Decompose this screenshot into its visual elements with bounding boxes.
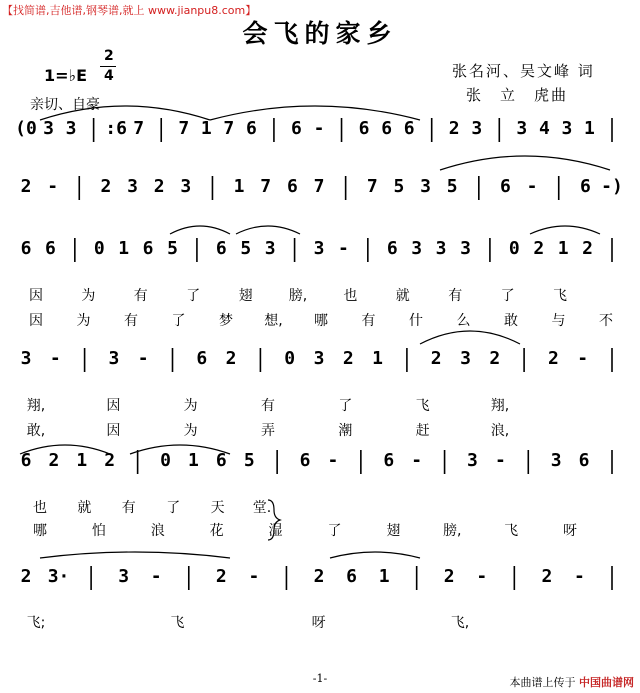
note: 6 (44, 238, 56, 259)
note: 3 (420, 176, 431, 197)
note: 6 (20, 450, 32, 471)
note: 3 (127, 176, 138, 197)
note: 5 (393, 176, 405, 197)
slur (40, 552, 230, 558)
note: 6 (291, 118, 302, 139)
note: 1 (76, 450, 88, 471)
note: 3 (460, 348, 471, 369)
note: 6 (299, 450, 311, 471)
slur (130, 445, 230, 454)
note: 2 (48, 450, 60, 471)
lyric-char: 因 (106, 398, 121, 414)
time-signature-top: 2 (104, 48, 114, 64)
note: 6 (358, 118, 370, 139)
note: 5 (167, 238, 178, 259)
lyric-char: 了 (327, 523, 342, 539)
note: - (337, 238, 349, 259)
note: 3· (47, 566, 70, 587)
lyric-char: 了 (186, 288, 201, 304)
note: 3 (43, 118, 54, 139)
lyric-brace (268, 500, 280, 540)
note: 3 (313, 348, 325, 369)
note: 6 (346, 566, 357, 587)
lyric-char: 因 (106, 423, 121, 439)
note: - (313, 118, 325, 139)
note: -) (601, 176, 623, 197)
note: 6 (578, 450, 590, 471)
note: 5 (243, 450, 255, 471)
note: 2 (313, 566, 325, 587)
lyric-char: 也 (343, 288, 358, 304)
lyric-char: 花 (209, 523, 224, 539)
note: 6 (386, 238, 398, 259)
lyric-char: 翔, (490, 398, 510, 414)
note: - (49, 348, 61, 369)
note: - (150, 566, 162, 587)
lyric-char: 有 (448, 288, 463, 304)
note: - (494, 450, 506, 471)
slur (236, 226, 300, 234)
lyric-char: 就 (77, 500, 92, 516)
slur (170, 226, 230, 234)
key-signature: 1=♭E (44, 66, 88, 85)
note: 1 (378, 566, 390, 587)
note: 3 (313, 238, 325, 259)
note: 2 (547, 348, 559, 369)
site-logo[interactable]: 中国曲谱网 (579, 676, 634, 689)
note: 2 (104, 450, 116, 471)
note: :6 (105, 118, 127, 139)
note: 2 (430, 348, 442, 369)
note: 6 (215, 238, 227, 259)
lyric-char: 呀 (563, 523, 577, 539)
lyric-char: 了 (500, 288, 515, 304)
lyric-char: 呀 (311, 615, 326, 631)
lyric-char: 飞; (26, 615, 46, 631)
page-number: -1- (312, 672, 328, 685)
note: - (476, 566, 488, 587)
lyric-char: 了 (338, 398, 353, 414)
lyric-char: 有 (133, 288, 148, 304)
tempo-marking: 亲切、自豪 (30, 97, 100, 113)
lyric-char: 有 (124, 313, 138, 329)
slur (20, 445, 110, 454)
lyric-char: 浪, (490, 423, 510, 439)
note: 6 (286, 176, 298, 197)
footer-source[interactable] (510, 674, 635, 690)
note: 3 (65, 118, 77, 139)
note: - (526, 176, 538, 197)
lyric-char: 有 (261, 398, 275, 414)
note: 2 (100, 176, 112, 197)
note: 1 (233, 176, 245, 197)
note: - (327, 450, 339, 471)
note: 2 (541, 566, 553, 587)
note: 3 (460, 238, 471, 259)
lyric-char: 弄 (261, 423, 275, 439)
note: 2 (489, 348, 501, 369)
lyric-char: 不 (599, 313, 613, 329)
lyric-char: 就 (395, 288, 410, 304)
note: 1 (188, 450, 199, 471)
slur (330, 552, 420, 558)
note: 5 (446, 176, 458, 197)
note: 6 (403, 118, 415, 139)
lyric-char: 翅 (238, 288, 253, 304)
lyric-char: 什 (409, 313, 423, 329)
note: 2 (215, 566, 227, 587)
lyric-char: 有 (361, 313, 376, 329)
note: 3 (516, 118, 528, 139)
note: 2 (153, 176, 165, 197)
note: 2 (342, 348, 354, 369)
note: 0 (284, 348, 296, 369)
note: 7 (313, 176, 325, 197)
note: 4 (538, 118, 550, 139)
lyric-char: 膀, (442, 523, 462, 539)
lyric-char: 湿 (268, 523, 283, 539)
lyric-char: 梦 (219, 313, 233, 329)
note: 3 (180, 176, 192, 197)
lyric-char: 敢, (26, 423, 46, 439)
note: 0 (160, 450, 171, 471)
note: 2 (448, 118, 460, 139)
time-signature-bottom: 4 (104, 68, 114, 84)
note: 3 (20, 348, 32, 369)
composer-credit: 张 立 虎曲 (466, 86, 569, 104)
slur (420, 331, 520, 344)
note: 7 (178, 118, 190, 139)
lyric-char: 与 (551, 313, 566, 329)
slur (40, 106, 210, 120)
note: 6 (245, 118, 257, 139)
note: 2 (533, 238, 545, 259)
lyric-char: 飞 (504, 523, 519, 539)
lyric-char: 了 (166, 500, 181, 516)
lyric-char: 飞, (450, 615, 470, 631)
note: - (574, 566, 585, 587)
note: 3 (264, 238, 276, 259)
note: 3 (118, 566, 130, 587)
note: 3 (561, 118, 573, 139)
lyric-char: 天 (210, 500, 225, 516)
lyric-char: 敢 (504, 313, 518, 329)
lyric-char: 怕 (91, 523, 106, 539)
note: 1 (557, 238, 569, 259)
note: 2 (20, 176, 32, 197)
note: 3 (550, 450, 562, 471)
note: 3 (471, 118, 483, 139)
note: 6 (196, 348, 208, 369)
lyric-char: 哪 (33, 523, 47, 539)
note: 6 (500, 176, 511, 197)
slur (440, 156, 610, 170)
lyric-char: 因 (29, 288, 43, 304)
lyric-char: 浪 (150, 523, 165, 539)
lyric-char: 想, (264, 313, 283, 329)
lyricist-credit: 张名河、吴文峰 词 (452, 62, 595, 80)
lyric-char: 为 (76, 313, 91, 329)
lyric-char: 翔, (26, 398, 46, 414)
lyric-char: 膀, (288, 288, 308, 304)
note: - (137, 348, 149, 369)
note: 3 (411, 238, 423, 259)
lyric-char: 因 (29, 313, 43, 329)
lyric-char: 有 (121, 500, 136, 516)
note: 1 (584, 118, 595, 139)
note: 3 (108, 348, 120, 369)
note: 3 (435, 238, 447, 259)
note: 7 (260, 176, 272, 197)
note: 6 (20, 238, 32, 259)
note: - (248, 566, 260, 587)
slur (210, 106, 420, 120)
note: 6 (381, 118, 393, 139)
note: 2 (443, 566, 455, 587)
note: 0 (93, 238, 105, 259)
lyric-char: 飞 (415, 398, 430, 414)
note: 0 (508, 238, 520, 259)
note: 1 (200, 118, 212, 139)
note: (0 (15, 118, 37, 139)
slur (530, 226, 600, 234)
note: 7 (133, 118, 145, 139)
lyric-char: 也 (33, 500, 47, 516)
note: 6 (383, 450, 395, 471)
lyric-char: 为 (81, 288, 96, 304)
site-banner[interactable]: 【找简谱,吉他谱,钢琴谱,就上 www.jianpu8.com】 (2, 4, 257, 17)
note: 1 (372, 348, 384, 369)
lyric-char: 堂. (252, 500, 272, 516)
lyric-char: 飞 (553, 288, 567, 304)
note: 6 (215, 450, 227, 471)
lyric-char: 哪 (314, 313, 328, 329)
note: 1 (118, 238, 130, 259)
note: - (411, 450, 423, 471)
lyric-char: 飞 (170, 615, 185, 631)
song-title: 会飞的家乡 (242, 19, 398, 48)
note: 5 (240, 238, 252, 259)
lyric-char: 翅 (386, 523, 401, 539)
lyric-char: 赶 (415, 423, 430, 439)
note: 6 (142, 238, 154, 259)
lyric-char: 为 (183, 398, 198, 414)
note: 2 (20, 566, 32, 587)
lyric-char: 为 (183, 423, 198, 439)
lyric-char: 潮 (338, 423, 353, 439)
footer-source-label: 本曲谱上传于 (509, 676, 576, 689)
note: 7 (366, 176, 378, 197)
note: 2 (582, 238, 593, 259)
note: 2 (225, 348, 237, 369)
lyric-char: 了 (171, 313, 186, 329)
note: - (47, 176, 59, 197)
note: 7 (223, 118, 235, 139)
lyric-char: 么 (456, 313, 471, 329)
note: - (577, 348, 589, 369)
note: 3 (467, 450, 478, 471)
note: 6 (579, 176, 591, 197)
